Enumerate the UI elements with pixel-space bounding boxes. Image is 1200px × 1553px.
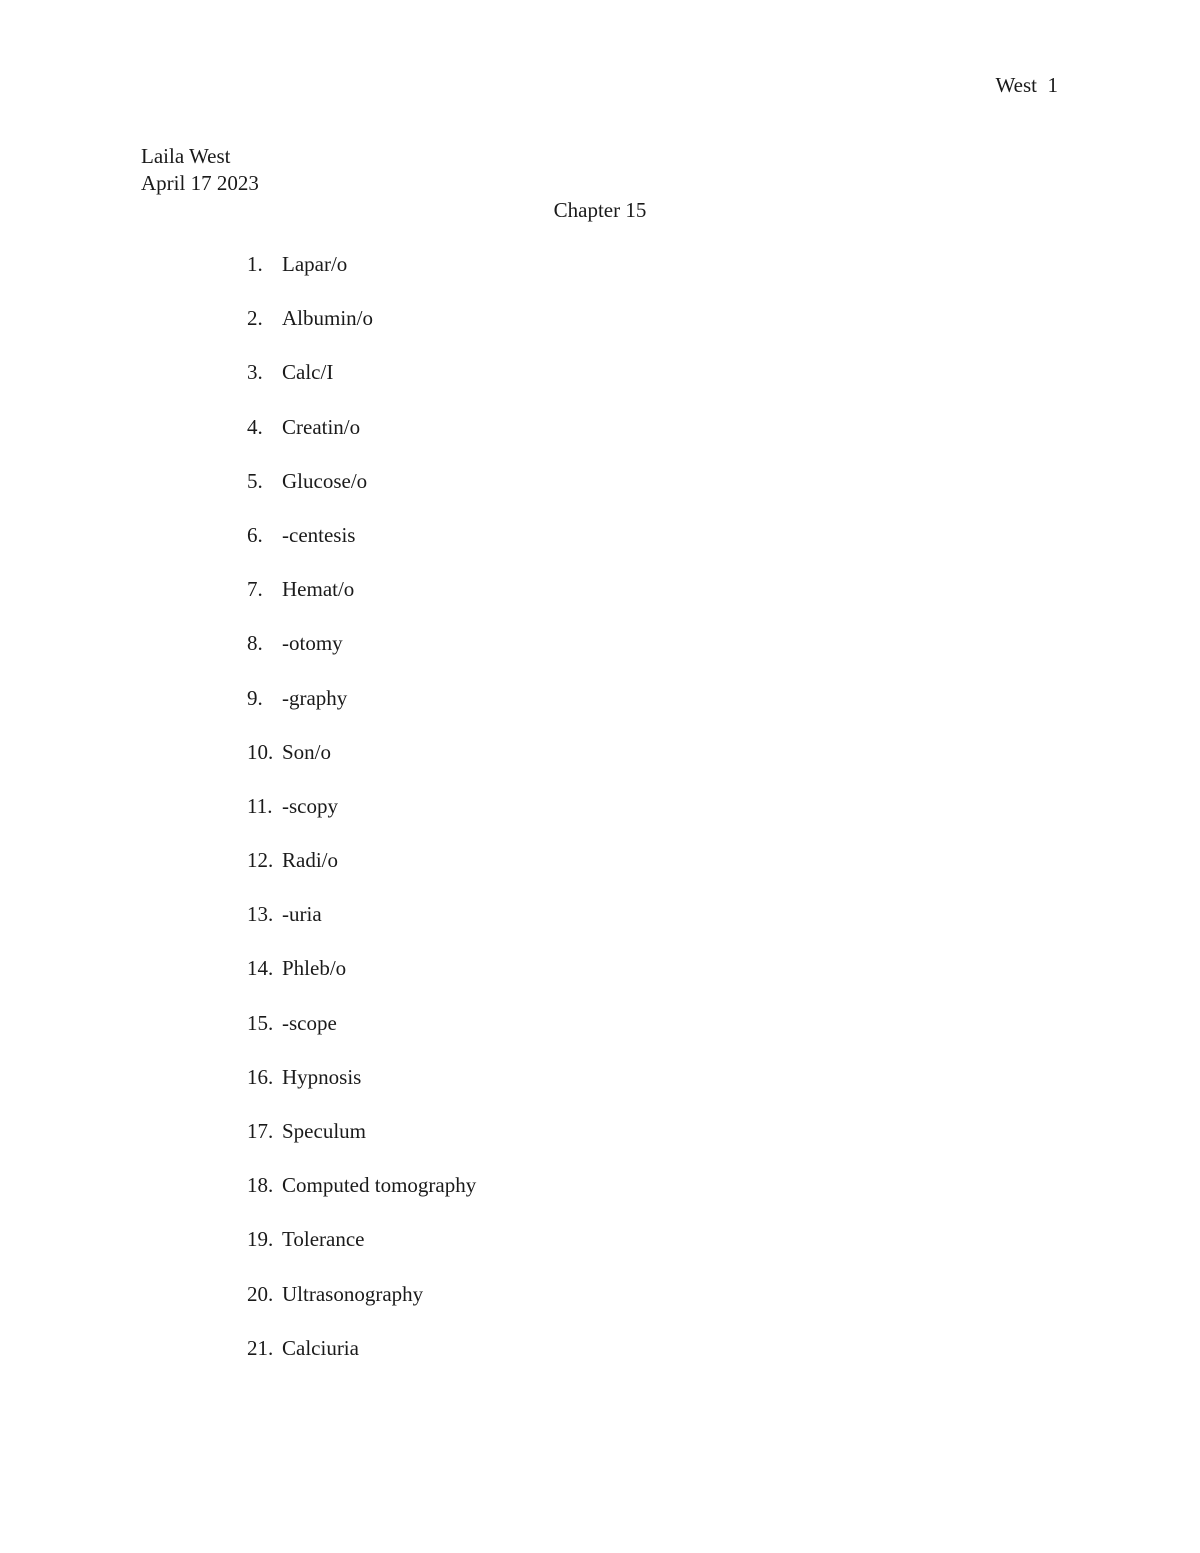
list-item bbox=[247, 1227, 476, 1281]
list-item-number: 13. bbox=[247, 902, 274, 927]
list-item bbox=[247, 902, 476, 956]
list-item-term: Radi/o bbox=[282, 848, 338, 873]
list-item-term: Lapar/o bbox=[282, 252, 348, 276]
list-item-number: 3. bbox=[247, 360, 263, 385]
list-item-number: 11. bbox=[247, 793, 273, 818]
page-title: Chapter 15 bbox=[553, 198, 647, 222]
list-item bbox=[247, 1011, 476, 1065]
list-item-number: 8. bbox=[247, 631, 263, 656]
list-item-number: 5. bbox=[247, 468, 263, 493]
list-item-number: 12. bbox=[247, 848, 274, 873]
list-item-number: 14. bbox=[247, 956, 274, 981]
list-item bbox=[247, 631, 476, 685]
list-item bbox=[247, 848, 476, 902]
list-item-number: 7. bbox=[247, 577, 263, 602]
list-item-number: 2. bbox=[247, 306, 263, 331]
list-item-number: 18. bbox=[247, 1173, 274, 1198]
list-item-number: 19. bbox=[247, 1227, 274, 1252]
list-item-number: 17. bbox=[247, 1119, 274, 1143]
list-item bbox=[247, 686, 476, 740]
list-item-term: -scopy bbox=[282, 793, 338, 818]
list-item-term: Tolerance bbox=[282, 1227, 365, 1252]
list-item bbox=[247, 252, 476, 306]
list-item-number: 4. bbox=[247, 414, 263, 439]
list-item-term: -uria bbox=[282, 902, 322, 927]
list-item bbox=[247, 469, 476, 523]
list-item-term: Calciuria bbox=[282, 1335, 359, 1360]
list-item bbox=[247, 1336, 476, 1390]
list-item-term: Albumin/o bbox=[282, 306, 374, 331]
list-item bbox=[247, 1173, 476, 1227]
list-item-number: 9. bbox=[247, 685, 263, 710]
list-item bbox=[247, 1065, 476, 1119]
list-item bbox=[247, 415, 476, 469]
list-item-term: Phleb/o bbox=[282, 956, 347, 981]
list-item-term: -centesis bbox=[282, 522, 356, 547]
list-item-term: Computed tomography bbox=[282, 1173, 477, 1198]
list-item-number: 10. bbox=[247, 739, 274, 764]
list-item bbox=[247, 956, 476, 1010]
list-item bbox=[247, 523, 476, 577]
list-item-term: Hypnosis bbox=[282, 1064, 362, 1089]
list-item bbox=[247, 740, 476, 794]
list-item-term: -graphy bbox=[282, 685, 348, 710]
list-item-term: Speculum bbox=[282, 1119, 366, 1143]
list-item-term: -scope bbox=[282, 1010, 337, 1035]
list-item-number: 15. bbox=[247, 1010, 274, 1035]
list-item bbox=[247, 1119, 476, 1173]
list-item-number: 20. bbox=[247, 1281, 274, 1306]
list-item-term: -otomy bbox=[282, 631, 343, 656]
document-date: April 17 2023 bbox=[141, 171, 259, 195]
list-item bbox=[247, 306, 476, 360]
list-item-term: Hemat/o bbox=[282, 577, 355, 602]
list-item-term: Calc/I bbox=[282, 360, 334, 385]
list-item-term: Son/o bbox=[282, 739, 332, 764]
term-list bbox=[247, 252, 476, 1390]
list-item-number: 6. bbox=[247, 522, 263, 547]
list-item bbox=[247, 577, 476, 631]
author-name: Laila West bbox=[141, 144, 231, 168]
list-item-term: Creatin/o bbox=[282, 414, 361, 439]
list-item bbox=[247, 360, 476, 414]
list-item-number: 16. bbox=[247, 1064, 274, 1089]
list-item bbox=[247, 794, 476, 848]
list-item-number: 1. bbox=[247, 252, 263, 276]
list-item-term: Glucose/o bbox=[282, 468, 368, 493]
list-item-number: 21. bbox=[247, 1335, 274, 1360]
running-head: West 1 bbox=[995, 73, 1058, 97]
list-item-term: Ultrasonography bbox=[282, 1281, 424, 1306]
list-item bbox=[247, 1282, 476, 1336]
